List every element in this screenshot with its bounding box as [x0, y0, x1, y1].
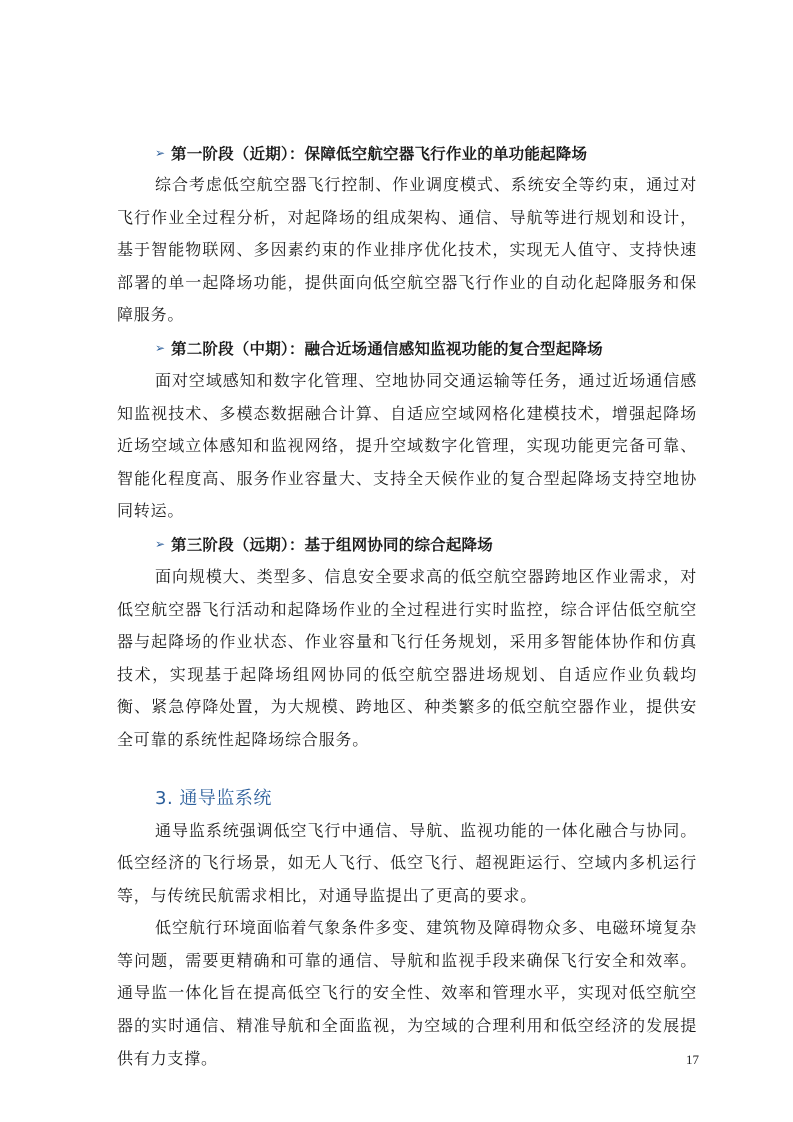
stage-paragraph-2: 面对空域感知和数字化管理、空地协同交通运输等任务，通过近场通信感知监视技术、多模态数据融合计算、自适应空域网格化建模技术，增强起降场近场空域立体感知和监视网络，提升空域数字化管理，实现功能更完备可靠、智能化程度高、服务作业容量大、支持全天候作业的复合型起降场支持空地协同转运。	[117, 370, 697, 521]
stage-heading-text: 第二阶段（中期）：融合近场通信感知监视功能的复合型起降场	[171, 339, 603, 359]
stage-heading-text: 第一阶段（近期）：保障低空航空器飞行作业的单功能起降场	[171, 143, 588, 163]
section-paragraph-2: 低空航行环境面临着气象条件多变、建筑物及障碍物众多、电磁环境复杂等问题，需要更精确和可靠的通信、导航和监视手段来确保飞行安全和效率。通导监一体化旨在提高低空飞行的安全性、效率和管理水平，实现对低空航空器的实时通信、精准导航和全面监视，为空域的合理利用和低空经济的发展提供有力支撑。	[117, 918, 697, 1068]
page-number: 17	[686, 1052, 699, 1067]
stage-heading-2	[155, 332, 697, 365]
arrow-bullet-icon: ➢	[155, 537, 166, 552]
stage-paragraph-3: 面向规模大、类型多、信息安全要求高的低空航空器跨地区作业需求，对低空航空器飞行活动和起降场作业的全过程进行实时监控，综合评估低空航空器与起降场的作业状态、作业容量和飞行任务规划，采用多智能体协作和仿真技术，实现基于起降场组网协同的低空航空器进场规划、自适应作业负载均衡、紧急停降处置，为大规模、跨地区、种类繁多的低空航空器作业，提供安全可靠的系统性起降场综合服务。	[117, 566, 697, 749]
page-content	[117, 136, 697, 1075]
stage-heading-text: 第三阶段（远期）：基于组网协同的综合起降场	[171, 535, 493, 555]
stage-heading-1	[155, 136, 697, 169]
section-paragraph-1: 通导监系统强调低空飞行中通信、导航、监视功能的一体化融合与协同。低空经济的飞行场景，如无人飞行、低空飞行、超视距运行、空域内多机运行等，与传统民航需求相比，对通导监提出了更高的要求。	[117, 820, 697, 905]
stage-heading-3	[155, 528, 697, 561]
arrow-bullet-icon: ➢	[155, 145, 166, 160]
arrow-bullet-icon: ➢	[155, 341, 166, 356]
section-title: 3. 通导监系统	[155, 787, 272, 809]
stage-paragraph-1: 综合考虑低空航空器飞行控制、作业调度模式、系统安全等约束，通过对飞行作业全过程分析，对起降场的组成架构、通信、导航等进行规划和设计，基于智能物联网、多因素约束的作业排序优化技术，实现无人值守、支持快速部署的单一起降场功能，提供面向低空航空器飞行作业的自动化起降服务和保障服务。	[117, 175, 697, 325]
